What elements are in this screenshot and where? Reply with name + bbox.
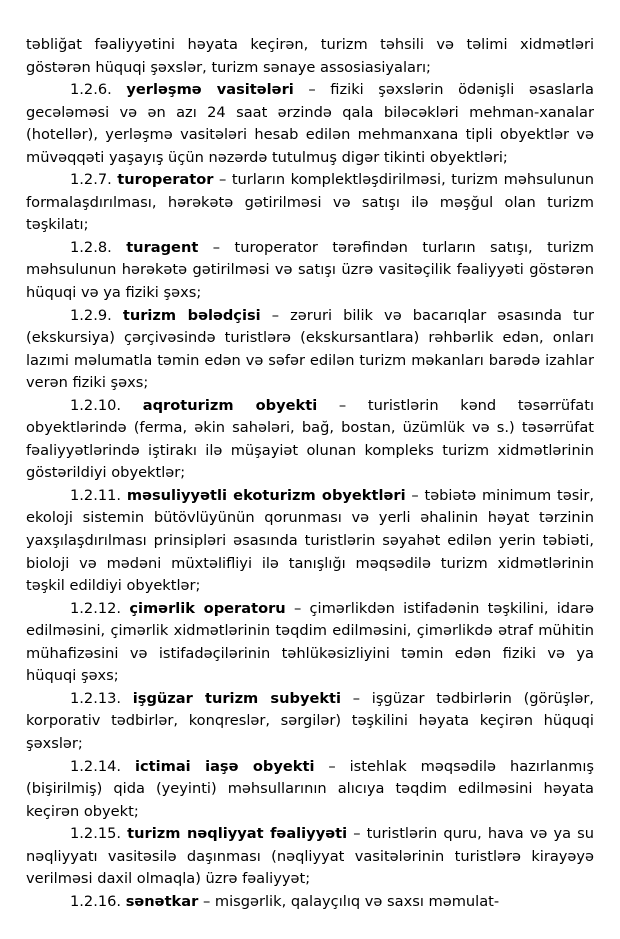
- clause-term: turizm bələdçisi: [122, 306, 261, 324]
- paragraph-continuation: [26, 34, 594, 79]
- paragraph-1-2-12: [26, 598, 594, 688]
- paragraph-text: – fiziki şəxslərin ödənişli əsaslarla gecələməsi və ən azı 24 saat ərzində qala biləcəkləri mehman-xanalar (hotellər), yerləşmə vasitələri hesab edilən mehmanxana tipli obyektlər və müvəqqəti yaşayış üçün nəzərdə tutulmuş digər tikinti obyektləri;: [26, 81, 594, 166]
- clause-term: turoperator: [117, 171, 214, 189]
- paragraph-1-2-6: [26, 79, 594, 169]
- clause-term: yerləşmə vasitələri: [126, 81, 294, 99]
- document-body: [26, 34, 594, 913]
- clause-number: 1.2.7.: [70, 171, 118, 189]
- paragraph-1-2-14: [26, 756, 594, 824]
- paragraph-1-2-8: [26, 237, 594, 305]
- clause-term: işgüzar turizm subyekti: [132, 689, 342, 707]
- paragraph-text: – çimərlikdən istifadənin təşkilini, idarə edilməsini, çimərlik xidmətlərinin təqdim edilməsini, çimərlikdə ətraf mühitin mühafizəsini və istifadəçilərinin təhlükəsizliyini təmin edən fiziki və ya hüquqi şəxs;: [26, 599, 594, 685]
- clause-number: 1.2.8.: [70, 238, 127, 256]
- paragraph-1-2-15: [26, 823, 594, 891]
- paragraph-1-2-16: [26, 891, 594, 914]
- clause-term: ictimai iaşə obyekti: [135, 757, 315, 775]
- paragraph-text: – zəruri bilik və bacarıqlar əsasında tur (ekskursiya) çərçivəsində turistlərə (ekskursantlara) rəhbərlik edən, onları lazımi məlumatla təmin edən və səfər edilən turizm məkanları barədə izahlar verən fiziki şəxs;: [26, 306, 594, 392]
- clause-number: 1.2.12.: [70, 599, 130, 617]
- paragraph-1-2-11: [26, 485, 594, 598]
- clause-term: aqroturizm obyekti: [142, 396, 318, 414]
- clause-number: 1.2.6.: [70, 81, 127, 99]
- paragraph-text: – misgərlik, qalayçılıq və saxsı məmulat-: [198, 892, 500, 910]
- paragraph-text: təbliğat fəaliyyətini həyata keçirən, turizm təhsili və təlimi xidmətləri göstərən hüquqi şəxslər, turizm sənaye assosiasiyaları;: [26, 36, 594, 76]
- clause-number: 1.2.10.: [70, 396, 143, 414]
- clause-number: 1.2.13.: [70, 689, 133, 707]
- paragraph-1-2-10: [26, 395, 594, 485]
- paragraph-text: – işgüzar tədbirlərin (görüşlər, korporativ tədbirlər, konqreslər, sərgilər) təşkilini həyata keçirən hüquqi şəxslər;: [26, 689, 594, 752]
- clause-term: turagent: [126, 238, 199, 256]
- paragraph-text: – turistlərin quru, hava və ya su nəqliyyatı vasitəsilə daşınması (nəqliyyat vasitələrinin turistlərə kirayəyə verilməsi daxil olmaqla) üzrə fəaliyyət;: [26, 825, 594, 888]
- clause-term: çimərlik operatoru: [129, 599, 286, 617]
- clause-term: sənətkar: [125, 892, 199, 910]
- paragraph-1-2-7: [26, 169, 594, 237]
- clause-number: 1.2.14.: [70, 757, 135, 775]
- clause-number: 1.2.15.: [70, 825, 128, 843]
- clause-number: 1.2.11.: [70, 486, 127, 504]
- clause-term: turizm nəqliyyat fəaliyyəti: [127, 825, 348, 843]
- clause-number: 1.2.16.: [70, 892, 126, 910]
- clause-number: 1.2.9.: [70, 306, 123, 324]
- clause-term: məsuliyyətli ekoturizm obyektləri: [126, 486, 406, 504]
- paragraph-text: – istehlak məqsədilə hazırlanmış (bişirilmiş) qida (yeyinti) məhsullarının alıcıya təqdim edilməsini həyata keçirən obyekt;: [26, 757, 594, 820]
- paragraph-text: – turistlərin kənd təsərrüfatı obyektlərində (ferma, əkin sahələri, bağ, bostan, üzümlük və s.) təsərrüfat fəaliyyətlərində iştirakı ilə müşayiət olunan kompleks turizm xidmətlərinin göstərildiyi obyektlər;: [26, 396, 595, 482]
- paragraph-text: – turların komplektləşdirilməsi, turizm məhsulunun formalaşdırılması, hərəkətə gətirilməsi və satışı ilə məşğul olan turizm təşkilatı;: [26, 171, 594, 234]
- paragraph-1-2-9: [26, 305, 594, 395]
- paragraph-1-2-13: [26, 688, 594, 756]
- paragraph-text: – turoperator tərəfindən turların satışı, turizm məhsulunun hərəkətə gətirilməsi və satışı üzrə vasitəçilik fəaliyyəti göstərən hüquqi və ya fiziki şəxs;: [26, 238, 594, 302]
- paragraph-text: – təbiətə minimum təsir, ekoloji sistemin bütövlüyünün qorunması və yerli əhalinin həyat tərzinin yaxşılaşdırılması prinsipləri əsasında turistlərin səyahət edilən yerin təbiəti, bioloji və mədəni müxtəlifliyi ilə tanışlığı məqsədilə turizm xidmətlərinin təşkil edildiyi obyektlər;: [26, 486, 595, 595]
